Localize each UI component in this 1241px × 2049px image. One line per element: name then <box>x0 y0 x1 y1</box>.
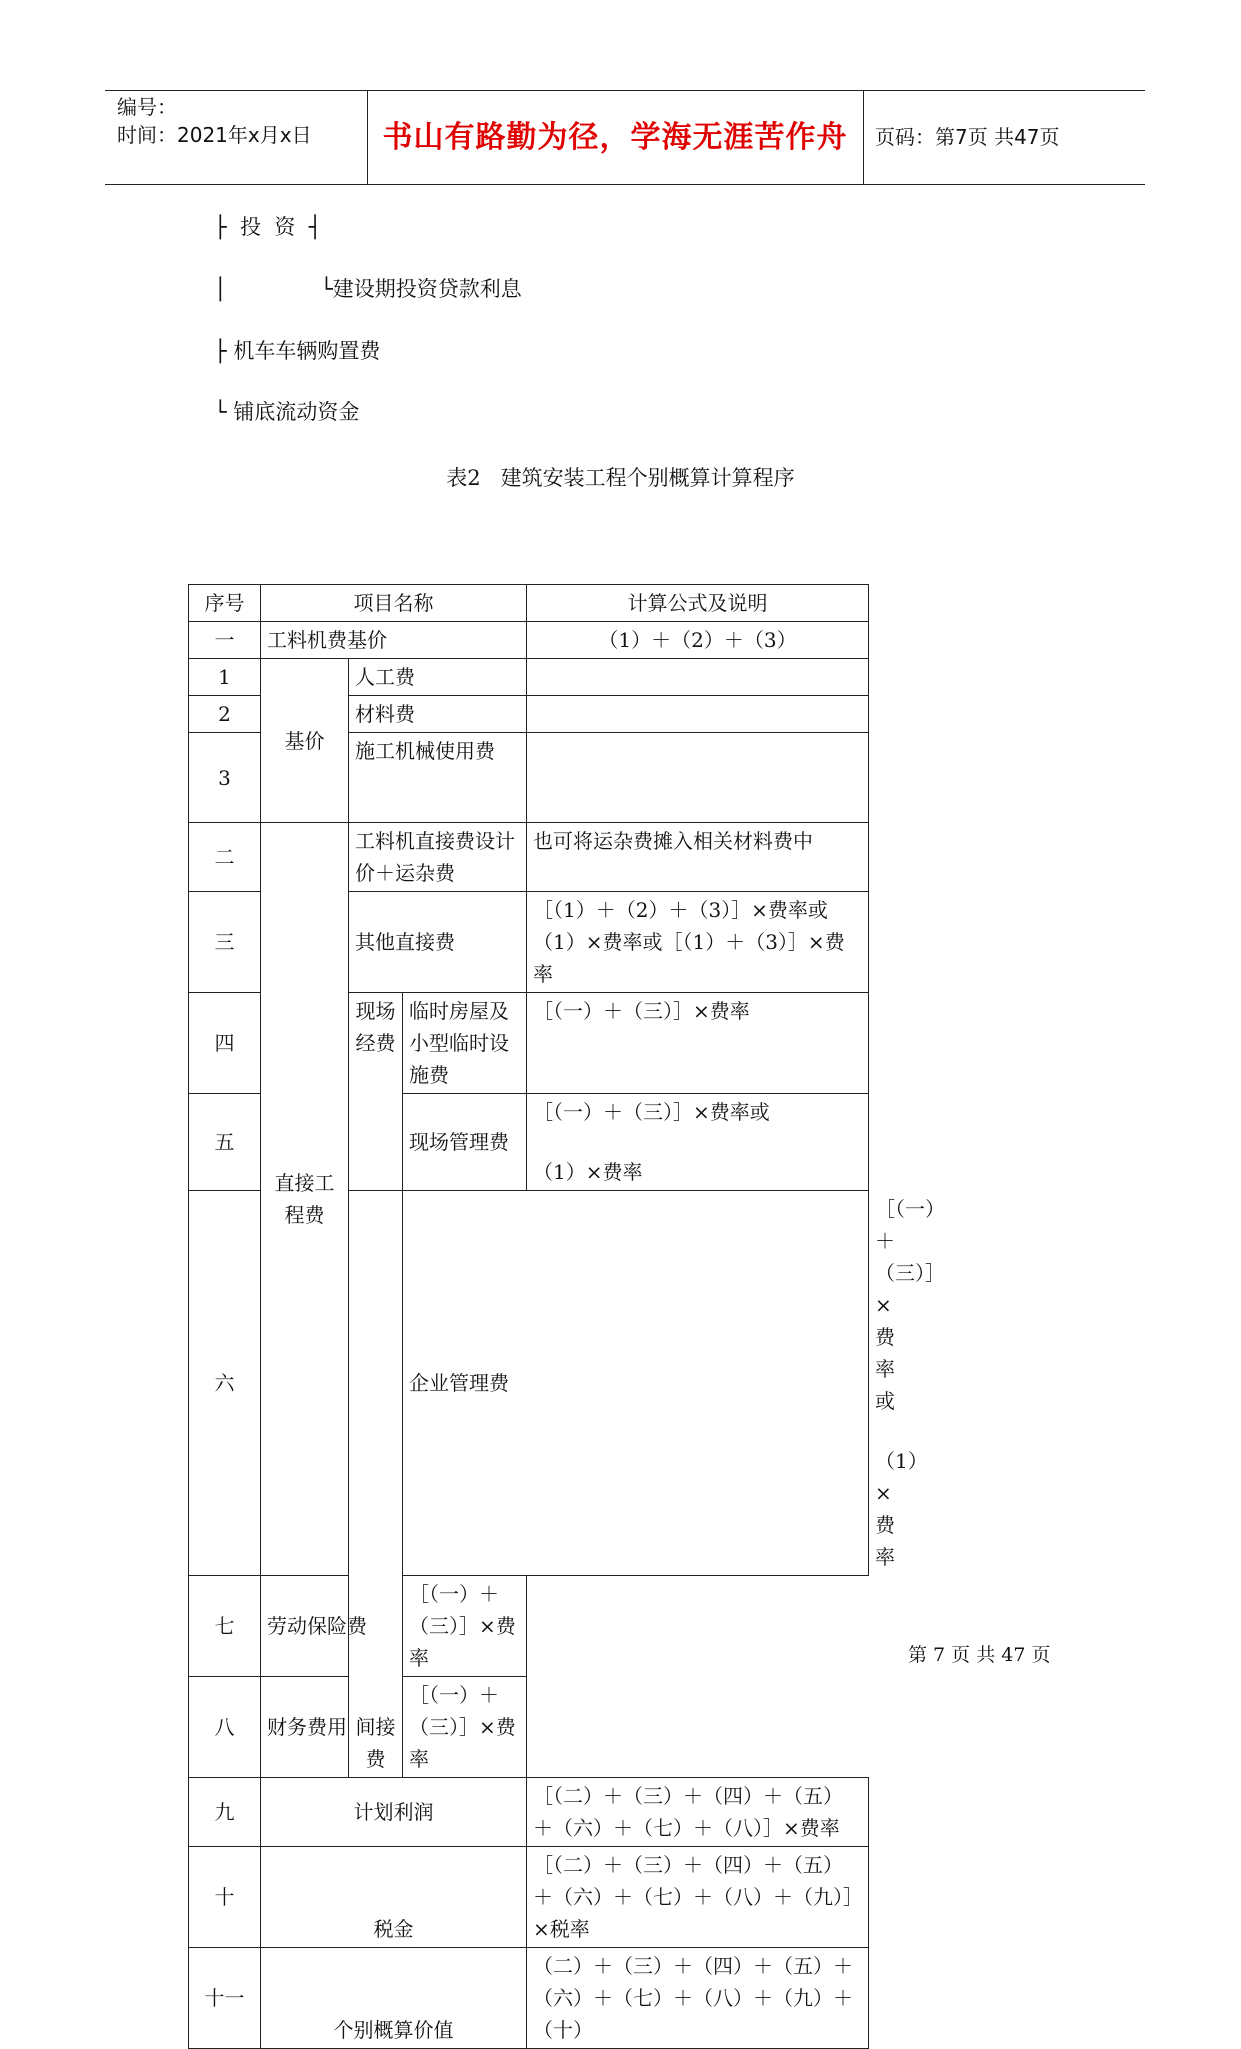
row-name: 其他直接费 <box>349 892 527 993</box>
header-page-label: 页码：第7页 共47页 <box>875 125 1060 149</box>
table-header-row <box>189 585 869 622</box>
row-formula: ［（一）＋（三）］×费率 <box>403 1576 527 1677</box>
row-formula: （1）＋（2）＋（3） <box>527 622 869 659</box>
row-name: 材料费 <box>349 696 527 733</box>
table-row <box>189 622 869 659</box>
row-formula: 也可将运杂费摊入相关材料费中 <box>527 823 869 892</box>
table-row <box>189 1847 869 1948</box>
document-number-label: 编号： <box>117 95 177 119</box>
calculation-table <box>188 584 945 2049</box>
row-no: 八 <box>189 1677 261 1778</box>
row-no: 十 <box>189 1847 261 1948</box>
header-cell-no: 序号 <box>189 585 261 622</box>
table-row <box>189 823 869 892</box>
table-row <box>189 1677 869 1778</box>
row-name: 企业管理费 <box>403 1191 869 1576</box>
table-row <box>189 1948 869 2049</box>
row-formula: ［（一）＋（三）］×费率 <box>403 1677 527 1778</box>
row-name: 现场管理费 <box>403 1094 527 1191</box>
row-name: 劳动保险费 <box>261 1576 403 1677</box>
header-divider <box>863 91 864 184</box>
table-row: 六 间接费 企业管理费 ［（一）＋（三）］×费率或 （1）×费率 <box>189 1191 869 1576</box>
group-site: 现场经费 <box>349 993 403 1191</box>
row-formula: ［（一）＋（三）］×费率 <box>527 993 869 1094</box>
group-direct: 直接工程费 <box>261 823 349 1576</box>
row-name: 税金 <box>261 1847 527 1948</box>
header-cell-formula: 计算公式及说明 <box>527 585 869 622</box>
row-no: 七 <box>189 1576 261 1677</box>
row-name: 工料机直接费设计价＋运杂费 <box>349 823 527 892</box>
row-no: 四 <box>189 993 261 1094</box>
row-no: 3 <box>189 733 261 823</box>
row-name: 个别概算价值 <box>261 1948 527 2049</box>
row-name: 施工机械使用费 <box>349 733 527 823</box>
header-cell-name: 项目名称 <box>261 585 527 622</box>
table-row <box>189 1778 869 1847</box>
table-row <box>189 659 869 696</box>
row-no: 五 <box>189 1094 261 1191</box>
tree-line-investment: ├ 投 资 ┤ <box>214 215 322 239</box>
header-divider <box>367 91 368 184</box>
tree-line-loan-interest: │ └建设期投资贷款利息 <box>214 277 522 301</box>
row-no: 1 <box>189 659 261 696</box>
formula-line: ［（一）＋（三）］×费率或 <box>533 1100 770 1124</box>
row-no: 二 <box>189 823 261 892</box>
group-base: 基价 <box>261 659 349 823</box>
header-motto: 书山有路勤为径，学海无涯苦作舟 <box>382 120 848 155</box>
group-indirect: 间接费 <box>349 1191 403 1778</box>
row-no: 十一 <box>189 1948 261 2049</box>
header-meta <box>117 93 312 149</box>
row-name: 工料机费基价 <box>261 622 527 659</box>
row-formula <box>527 733 869 823</box>
tree-line-working-capital: └ 铺底流动资金 <box>214 400 360 424</box>
formula-line: （1）×费率 <box>533 1160 643 1184</box>
row-formula <box>527 696 869 733</box>
table-caption: 表2 建筑安装工程个别概算计算程序 <box>446 466 795 490</box>
row-no: 2 <box>189 696 261 733</box>
table-row <box>189 1576 869 1677</box>
row-formula: ［（二）＋（三）＋（四）＋（五）＋（六）＋（七）＋（八）＋（九）］×税率 <box>527 1847 869 1948</box>
row-no: 一 <box>189 622 261 659</box>
row-no: 三 <box>189 892 261 993</box>
row-formula: （二）＋（三）＋（四）＋（五）＋（六）＋（七）＋（八）＋（九）＋（十） <box>527 1948 869 2049</box>
page-footer: 第 7 页 共 47 页 <box>908 1644 1051 1666</box>
row-name: 财务费用 <box>261 1677 403 1778</box>
row-no: 九 <box>189 1778 261 1847</box>
tree-line-vehicle-purchase: ├ 机车车辆购置费 <box>214 339 381 363</box>
row-formula <box>527 659 869 696</box>
page-header <box>105 90 1145 185</box>
row-name: 临时房屋及小型临时设施费 <box>403 993 527 1094</box>
row-no: 六 <box>189 1191 261 1576</box>
document-time-label: 时间：2021年x月x日 <box>117 123 312 147</box>
row-formula: ［（二）＋（三）＋（四）＋（五）＋（六）＋（七）＋（八）］×费率 <box>527 1778 869 1847</box>
row-formula: ［（1）＋（2）＋（3）］×费率或（1）×费率或［（1）＋（3）］×费率 <box>527 892 869 993</box>
row-name: 人工费 <box>349 659 527 696</box>
row-formula <box>527 1094 869 1191</box>
row-name: 计划利润 <box>261 1778 527 1847</box>
